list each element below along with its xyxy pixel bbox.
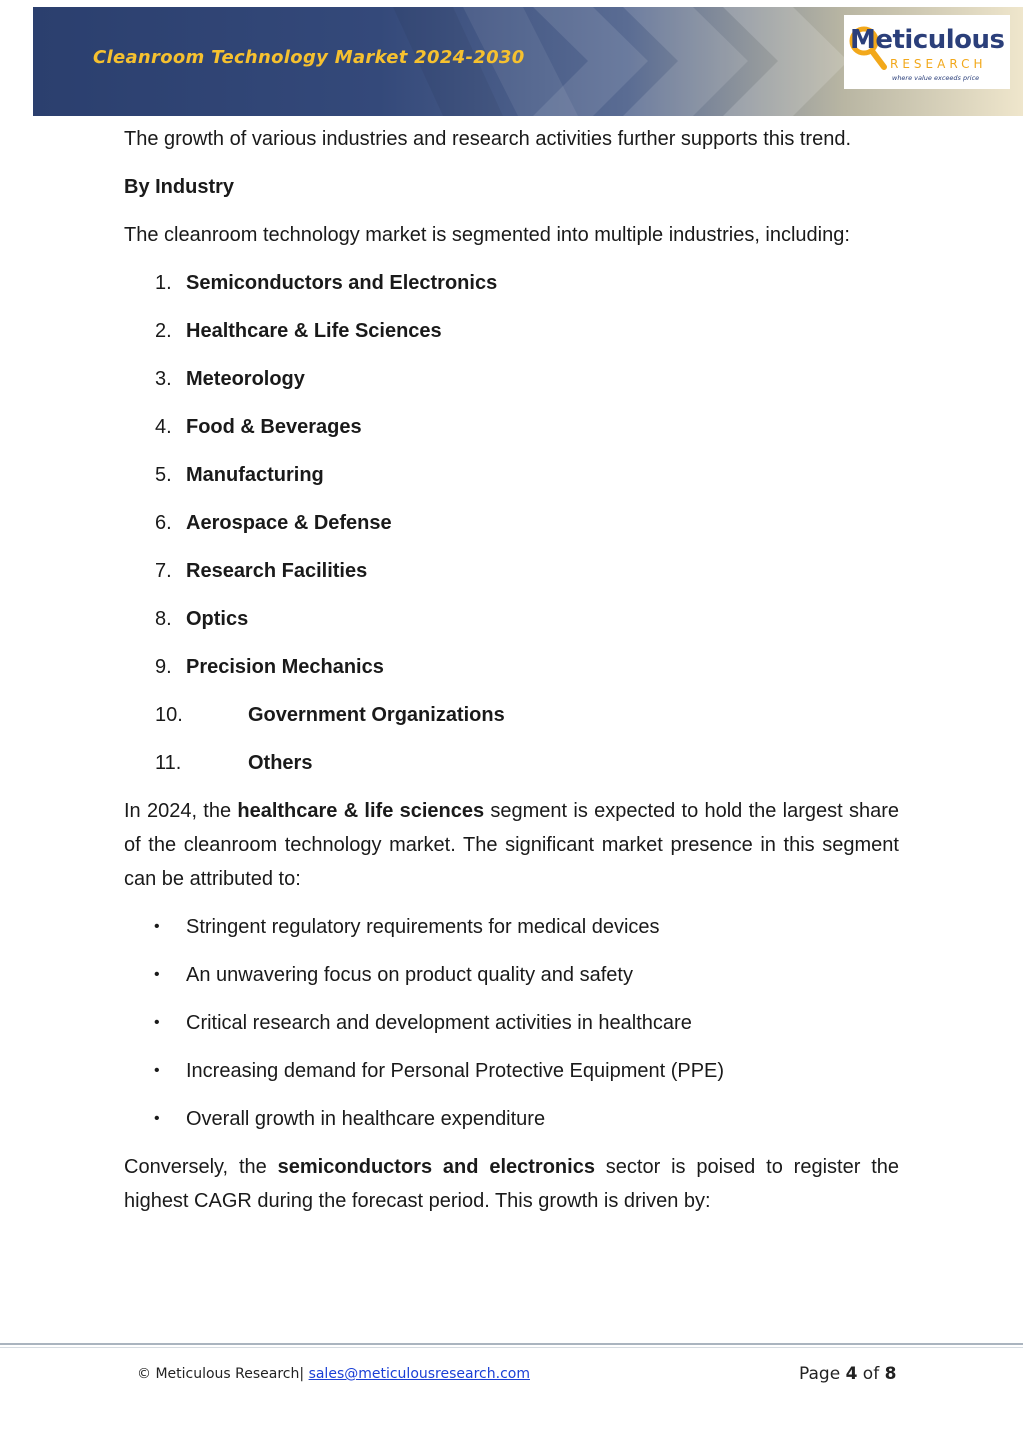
logo-sub: RESEARCH <box>890 57 987 71</box>
industry-label: Optics <box>186 608 249 630</box>
list-item <box>124 746 899 780</box>
copyright-text: © Meticulous Research| <box>137 1366 309 1382</box>
list-item <box>124 506 899 540</box>
list-item <box>124 314 899 348</box>
list-number: 2. <box>155 320 172 342</box>
paragraph-text: Conversely, the <box>124 1156 278 1178</box>
industry-label: Research Facilities <box>186 560 368 582</box>
emphasis-text: healthcare & life sciences <box>237 800 485 822</box>
report-title: Cleanroom Technology Market 2024-2030 <box>93 47 525 68</box>
document-body <box>124 122 899 1232</box>
meticulous-research-logo <box>844 15 1010 89</box>
list-item <box>124 650 899 684</box>
page-indicator <box>799 1364 896 1384</box>
paragraph-text: In 2024, the <box>124 800 238 822</box>
factor-text: Overall growth in healthcare expenditure <box>186 1108 546 1130</box>
factor-text: Increasing demand for Personal Protective Equipment (PPE) <box>186 1060 725 1082</box>
bullet-icon: • <box>154 966 160 983</box>
list-number: 7. <box>155 560 172 582</box>
industry-label: Meteorology <box>186 368 305 390</box>
paragraph-text: segment is expected to hold the largest share of the cleanroom technology market. The significant market presence in this segment can be attributed to: <box>124 800 899 890</box>
industry-list <box>124 266 899 780</box>
industry-label: Government Organizations <box>248 704 505 726</box>
list-item <box>124 362 899 396</box>
factor-text: An unwavering focus on product quality and safety <box>186 964 633 986</box>
logo-name: Meticulous <box>850 25 1005 55</box>
list-number: 10. <box>155 704 183 726</box>
industry-label: Healthcare & Life Sciences <box>186 320 442 342</box>
factor-text: Critical research and development activities in healthcare <box>186 1012 692 1034</box>
industry-label: Manufacturing <box>186 464 324 486</box>
list-number: 11. <box>155 752 182 774</box>
factor-list <box>124 910 899 1136</box>
list-number: 6. <box>155 512 172 534</box>
list-item <box>124 958 899 992</box>
list-number: 1. <box>155 272 172 294</box>
industry-label: Aerospace & Defense <box>186 512 392 534</box>
footer-divider <box>0 1343 1023 1345</box>
page-total: 8 <box>884 1364 897 1384</box>
bullet-icon: • <box>154 1062 160 1079</box>
list-item <box>124 910 899 944</box>
paragraph-text: sector is poised to register the highest CAGR during the forecast period. This growth is driven by: <box>124 1156 899 1212</box>
page-of-label: of <box>857 1364 885 1384</box>
list-item <box>124 698 899 732</box>
list-item <box>124 554 899 588</box>
industry-label: Semiconductors and Electronics <box>186 272 498 294</box>
bullet-icon: • <box>154 1014 160 1031</box>
list-number: 5. <box>155 464 172 486</box>
industry-label: Food & Beverages <box>186 416 362 438</box>
bullet-icon: • <box>154 918 160 935</box>
section-heading: By Industry <box>124 176 235 198</box>
header-banner <box>33 7 1023 116</box>
logo-tagline: where value exceeds price <box>892 74 980 82</box>
page-label: Page <box>799 1364 846 1384</box>
intro-paragraph: The growth of various industries and research activities further supports this trend. <box>124 128 852 150</box>
industry-label: Others <box>248 752 313 774</box>
list-item <box>124 1006 899 1040</box>
list-item <box>124 266 899 300</box>
page-current: 4 <box>845 1364 858 1384</box>
factor-text: Stringent regulatory requirements for medical devices <box>186 916 660 938</box>
footer-copyright <box>137 1366 530 1382</box>
semiconductor-paragraph <box>124 1150 899 1218</box>
list-item <box>124 602 899 636</box>
industry-label: Precision Mechanics <box>186 656 384 678</box>
emphasis-text: semiconductors and electronics <box>277 1156 595 1178</box>
list-item <box>124 1054 899 1088</box>
footer-divider-secondary <box>0 1347 1023 1348</box>
list-item <box>124 458 899 492</box>
list-number: 8. <box>155 608 172 630</box>
bullet-icon: • <box>154 1110 160 1127</box>
list-item <box>124 1102 899 1136</box>
list-number: 4. <box>155 416 172 438</box>
list-number: 3. <box>155 368 172 390</box>
list-number: 9. <box>155 656 172 678</box>
email-link[interactable]: sales@meticulousresearch.com <box>308 1366 530 1382</box>
list-item <box>124 410 899 444</box>
segment-intro-paragraph: The cleanroom technology market is segmented into multiple industries, including: <box>124 224 850 246</box>
healthcare-paragraph <box>124 794 899 896</box>
